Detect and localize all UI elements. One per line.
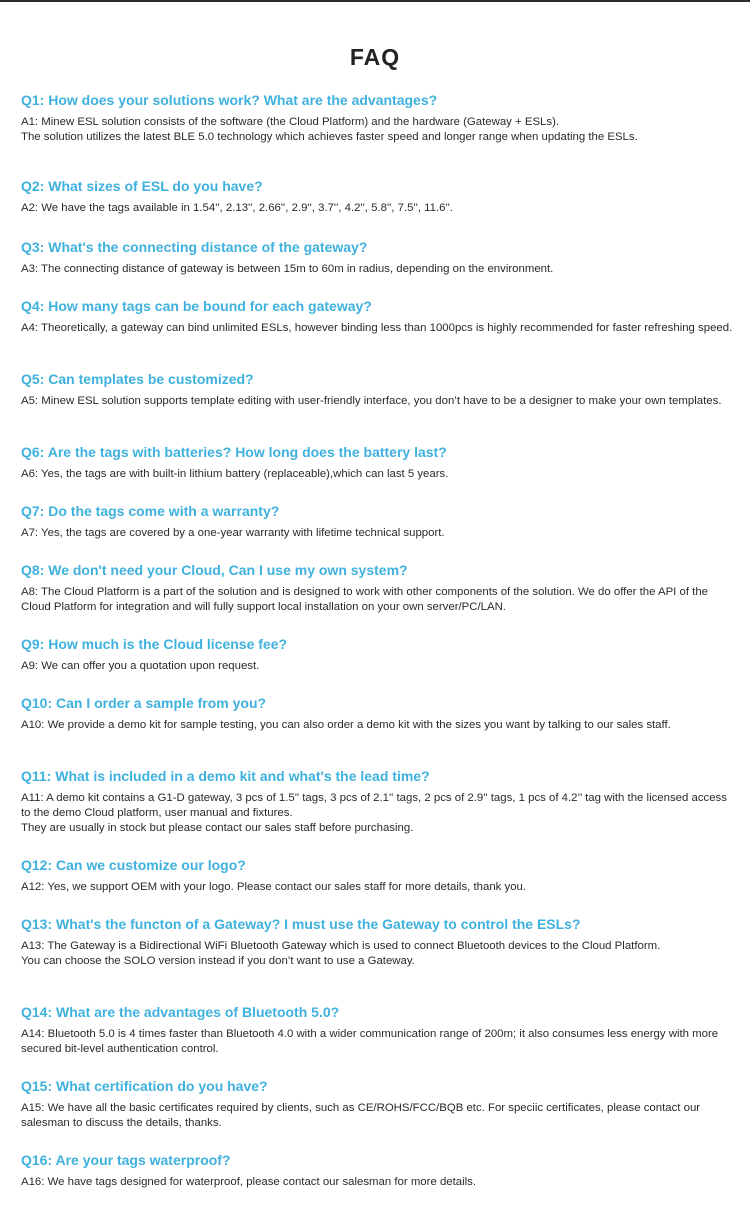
faq-answer bbox=[21, 201, 733, 216]
faq-answer bbox=[21, 1101, 733, 1131]
faq-answer-line: A16: We have tags designed for waterproof, please contact our salesman for more details. bbox=[21, 1176, 477, 1188]
faq-answer bbox=[21, 1027, 733, 1057]
faq-answer bbox=[21, 585, 733, 615]
page-title: FAQ bbox=[349, 44, 401, 70]
faq-question: Q8: We don't need your Cloud, Can I use my own system? bbox=[21, 562, 408, 578]
faq-answer-line: The solution utilizes the latest BLE 5.0 technology which achieves faster speed and longer range when updating the ESLs. bbox=[21, 131, 638, 143]
faq-answer bbox=[21, 262, 733, 277]
faq-answer-line: A6: Yes, the tags are with built-in lithium battery (replaceable),which can last 5 years. bbox=[21, 468, 449, 480]
faq-answer-line: A9: We can offer you a quotation upon request. bbox=[21, 660, 260, 672]
faq-question: Q4: How many tags can be bound for each gateway? bbox=[21, 298, 372, 314]
faq-item bbox=[21, 443, 733, 502]
faq-item bbox=[21, 694, 733, 767]
faq-answer bbox=[21, 526, 733, 541]
faq-item bbox=[21, 856, 733, 915]
faq-answer bbox=[21, 115, 733, 145]
faq-question: Q16: Are your tags waterproof? bbox=[21, 1152, 231, 1168]
faq-question: Q15: What certification do you have? bbox=[21, 1078, 268, 1094]
faq-question: Q10: Can I order a sample from you? bbox=[21, 695, 267, 711]
faq-answer-line: A14: Bluetooth 5.0 is 4 times faster than Bluetooth 4.0 with a wider communication range of 200m; it also consumes less energy with more secured bit-level authentication control. bbox=[21, 1028, 719, 1055]
faq-question: Q6: Are the tags with batteries? How long does the battery last? bbox=[21, 444, 447, 460]
faq-item bbox=[21, 177, 733, 238]
faq-question: Q11: What is included in a demo kit and what's the lead time? bbox=[21, 768, 430, 784]
faq-question: Q7: Do the tags come with a warranty? bbox=[21, 503, 280, 519]
faq-answer-line: A12: Yes, we support OEM with your logo. Please contact our sales staff for more details, thank you. bbox=[21, 881, 527, 893]
faq-answer-line: A10: We provide a demo kit for sample testing, you can also order a demo kit with the sizes you want by talking to our sales staff. bbox=[21, 719, 671, 731]
faq-answer bbox=[21, 939, 733, 969]
faq-question: Q13: What's the functon of a Gateway? I must use the Gateway to control the ESLs? bbox=[21, 916, 581, 932]
faq-item bbox=[21, 502, 733, 561]
faq-question: Q2: What sizes of ESL do you have? bbox=[21, 178, 263, 194]
faq-item bbox=[21, 767, 733, 856]
faq-answer-line: A3: The connecting distance of gateway is between 15m to 60m in radius, depending on the environment. bbox=[21, 263, 554, 275]
faq-answer-line: A13: The Gateway is a Bidirectional WiFi Bluetooth Gateway which is used to connect Bluetooth devices to the Cloud Platform. bbox=[21, 940, 661, 952]
faq-item bbox=[21, 1077, 733, 1151]
faq-answer bbox=[21, 321, 733, 336]
faq-answer bbox=[21, 791, 733, 836]
faq-question: Q12: Can we customize our logo? bbox=[21, 857, 246, 873]
top-divider bbox=[0, 0, 750, 2]
faq-answer bbox=[21, 718, 733, 733]
faq-list bbox=[21, 91, 733, 1196]
faq-item bbox=[21, 91, 733, 177]
faq-item bbox=[21, 635, 733, 694]
faq-question: Q9: How much is the Cloud license fee? bbox=[21, 636, 288, 652]
faq-answer bbox=[21, 1175, 733, 1190]
faq-answer-line: A15: We have all the basic certificates required by clients, such as CE/ROHS/FCC/BQB etc. For speciic certificates, please contact our salesman to discuss the details, thanks. bbox=[21, 1102, 701, 1129]
faq-answer-line: A7: Yes, the tags are covered by a one-year warranty with lifetime technical support. bbox=[21, 527, 445, 539]
faq-item bbox=[21, 561, 733, 635]
faq-question: Q3: What's the connecting distance of the gateway? bbox=[21, 239, 368, 255]
faq-answer-line: A4: Theoretically, a gateway can bind unlimited ESLs, however binding less than 1000pcs is highly recommended for faster refreshing speed. bbox=[21, 322, 733, 334]
faq-item bbox=[21, 238, 733, 297]
faq-item bbox=[21, 297, 733, 370]
faq-item bbox=[21, 915, 733, 1003]
faq-item bbox=[21, 370, 733, 443]
faq-item bbox=[21, 1003, 733, 1077]
faq-answer-line: They are usually in stock but please contact our sales staff before purchasing. bbox=[21, 822, 414, 834]
faq-answer bbox=[21, 467, 733, 482]
faq-answer bbox=[21, 394, 733, 409]
faq-answer bbox=[21, 659, 733, 674]
faq-answer-line: A1: Minew ESL solution consists of the software (the Cloud Platform) and the hardware (Gateway + ESLs). bbox=[21, 116, 560, 128]
faq-answer-line: You can choose the SOLO version instead if you don’t want to use a Gateway. bbox=[21, 955, 415, 967]
faq-answer-line: A11: A demo kit contains a G1-D gateway, 3 pcs of 1.5'' tags, 3 pcs of 2.1'' tags, 2 pcs of 2.9'' tags, 1 pcs of 4.2’’ tag with the licensed access to the demo Cloud platform, user manual and fixtures. bbox=[21, 792, 727, 819]
faq-item bbox=[21, 1151, 733, 1196]
faq-answer-line: A2: We have the tags available in 1.54'', 2.13'', 2.66'', 2.9'', 3.7'', 4.2'', 5.8'', 7.5'', 11.6''. bbox=[21, 202, 453, 214]
faq-answer-line: A8: The Cloud Platform is a part of the solution and is designed to work with other components of the solution. We do offer the API of the Cloud Platform for integration and will fully support local installation on your own server/PC/LAN. bbox=[21, 586, 709, 613]
faq-answer-line: A5: Minew ESL solution supports template editing with user-friendly interface, you don’t have to be a designer to make your own templates. bbox=[21, 395, 722, 407]
faq-answer bbox=[21, 880, 733, 895]
faq-question: Q5: Can templates be customized? bbox=[21, 371, 254, 387]
faq-question: Q14: What are the advantages of Bluetooth 5.0? bbox=[21, 1004, 340, 1020]
faq-question: Q1: How does your solutions work? What are the advantages? bbox=[21, 92, 438, 108]
